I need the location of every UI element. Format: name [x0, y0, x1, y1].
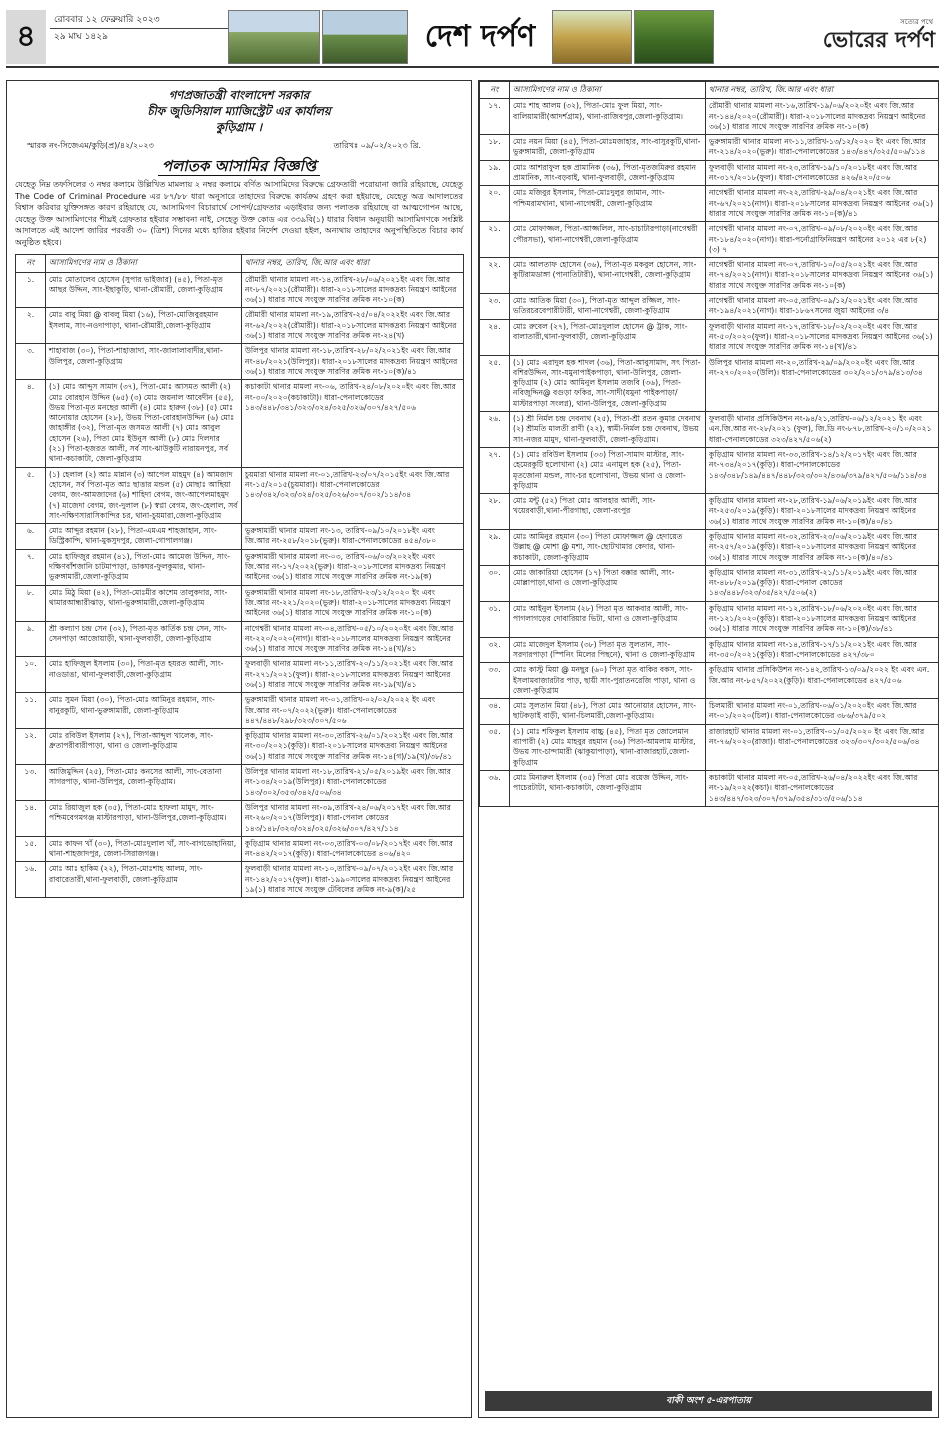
accused-table-left	[15, 254, 464, 898]
notice-intro: যেহেতু নিম্ন তফসিলের ৩ নম্বর কলামে উল্লিখিত মামলায় ২ নম্বর কলামে বর্ণিত আসামিদের বিরুদ্ধে গ্রেফতারী পরোয়ানা জারি রহিয়াছে, যেহেতু The Code of Criminal Procedure এর ৮৭/৮৮ ধারা অনুসারে তাহাদের বিরুদ্ধে কার্যক্রম গ্রহণ করা হইয়াছে, যেহেতু অত্র আদালতের বিশ্বাস করিবার যুক্তিসঙ্গত কারণ রহিয়াছে যে, আসামিগণ বিচারার্থে সোপর্দ/গ্রেফতার এড়াইবার জন্য পলাতক রহিয়াছে বা আত্মগোপন আছে, যেহেতু উক্ত আসামিগণের শীঘ্রই গ্রেফতার হইবার সম্ভাবনা নাই, সেহেতু উক্ত কোড এর ৩৩৯বি(১) ধারার বিধান অনুযায়ী আসামিগণকে সংশ্লিষ্ট আদালতে এই আদেশ জারির পরবর্তী ৩০ (ত্রিশ) দিনের মধ্যে হাজির হইবার নির্দেশ দেওয়া হইল, অন্যথায় তাহাদের অনুপস্থিতিতে বিচার কার্য অনুষ্ঠিত হইবে।	[15, 180, 463, 247]
serial-cell: ২৭.	[480, 447, 510, 493]
serial-cell: ১২.	[16, 729, 46, 765]
table-row	[16, 585, 464, 621]
serial-cell: ২৮.	[480, 494, 510, 530]
case-cell: নাগেশ্বরী থানার মামলা নং-০৪,তারিখ-০৫/১০/২০২০ইং এবং জি.আর নং-২২০/২০২০(নাগ)। ধারা-২০১৮সালের মাদকদ্রব্য নিয়ন্ত্রণ আইনের ৩৬(১) ধারার সাথে সংযুক্ত সারণির ক্রমিক নং-১৪(খ)/৪১	[242, 621, 464, 657]
notice-title	[7, 157, 471, 175]
page-number: ৪	[6, 10, 46, 64]
accused-cell: (১) শ্রী নির্মল চন্দ্র দেবনাথ (২৫), পিতা-শ্রী রতন কুমার দেবনাথ (২) শ্রীমতি মালতী রাণী (২২), স্বামী-নির্মল চন্দ্র দেবনাথ, উভয় সাং-নজর মামুদ, থানা-ফুলবাড়ী, জেলা-কুড়িগ্রাম।	[510, 412, 706, 448]
table-row	[480, 699, 939, 725]
header-photo-river	[322, 10, 408, 64]
serial-cell: ৯.	[16, 621, 46, 657]
accused-cell: মোঃ হাফিজুল ইসলাম (৩০), পিতা-মৃত হযরত আলী, সাং-নাওডাঙা, থানা-ফুলবাড়ী,জেলা-কুড়িগ্রাম	[46, 657, 242, 693]
table-row	[480, 412, 939, 448]
serial-cell: ১৪.	[16, 800, 46, 836]
case-cell: কুড়িগ্রাম থানার মামলা নং-৩০,তারিখ-২৬/০১/২০২১ইং এবং জি.আর নং-৩০/২০২১(কুড়ি)। ধারা-২০১৮সালের মাদকদ্রব্য নিয়ন্ত্রণ আইনের ৩৬(১) ধারার সাথে সংযুক্ত সারণির ক্রমিক নং-১৪(গ)/১৯(খ)/৩৮/৪১	[242, 729, 464, 765]
serial-cell: ১.	[16, 272, 46, 308]
memo-reference: স্মারক নং-সিজেএম/কুড়ি(প্র)/৪২/২০২৩	[27, 141, 154, 150]
accused-cell: মোঃ আইনুল ইসলাম (২৮) পিতা মৃত আকবার আলী, সাং-পাগলাগড়ের দোবারিয়ার ভিটা, থানা ও জেলা-কুড়িগ্রাম	[510, 601, 706, 637]
table-row	[480, 770, 939, 806]
table-row	[480, 494, 939, 530]
serial-cell: ৩.	[16, 344, 46, 380]
accused-cell: মোঃ হাফিজুর রহমান (৪১), পিতা-মোঃ আমেজ উদ্দিন, সাং-দক্ষিণবাঁশজানি চাটমাপাড়া, ডাকঘর-ফুলকুমার, থানা-ভুরুঙ্গামারী,জেলা-কুড়িগ্রাম	[46, 549, 242, 585]
accused-cell: (১) হেলাল (২) আঃ মান্নান (৩) আপেল মাহমুদ (৪) আমজাদ হোসেন, সর্ব পিতা-মৃত আঃ ছাত্তার মন্ডল (৫) মোছাঃ আছিয়া বেগম, জং-আমজাদের (৬) শাহিদা বেগম, জং-আপেলমাহমুদ (৭) মাজেদা বেগম, জং-দুলাল (৮) স্বপ্না বেগম, জং-হেলাল, সর্ব সাং-দক্ষিণসারাসিকান্দির চর, থানা-চুয়মারা,জেলা-কুড়িগ্রাম	[46, 467, 242, 523]
serial-cell: ২১.	[480, 222, 510, 258]
serial-cell: ৩১.	[480, 601, 510, 637]
serial-cell: ৮.	[16, 585, 46, 621]
accused-cell: মোঃ শাহ আলম (৩২), পিতা-মোঃ ফুল মিয়া, সাং-বালিয়ামারী(আদর্শগ্রাম), থানা-রাজিবপুর,জেলা-কুড়িগ্রাম।	[510, 99, 706, 135]
table-row	[16, 308, 464, 344]
header-photo-field	[228, 10, 320, 64]
serial-cell: ৪.	[16, 380, 46, 467]
case-cell: ফুলবাড়ী থানার মামলা নং-১০,তারিখ-০৯/০৭/২০১২ইং এবং জি.আর নং-১৪২/২০১৭(ফুল)। ধারা-১৯৯০সালের মাদকদ্রব্য নিয়ন্ত্রণ আইনের ১৯(১) ধারার সাথে সংযুক্ত টেবিলের ক্রমিক নং-৯(ক)/২৫	[242, 862, 464, 898]
accused-cell: মোঃ মোতালেব হোসেন (সুপার ভাইজার) (৪৫), পিতা-মৃত আছর উদ্দিন, সাং-ইছাকুড়ি, থানা-রৌমারী, জেলা-কুড়িগ্রাম	[46, 272, 242, 308]
serial-cell: ৩৫.	[480, 724, 510, 770]
accused-cell: মোঃ রুবেল (২৭), পিতা-মোঃদুলাল হোসেন @ ট্রাক, সাং-বালাতারী,থানা-ফুলবাড়ী, জেলা-কুড়িগ্রাম	[510, 319, 706, 355]
date-box	[50, 12, 228, 45]
table-row	[480, 99, 939, 135]
case-cell: চুয়মারা থানার মামলা নং-০১,তারিখ-২৩/০৭/২০১৫ইং এবং জি.আর নং-১৫/২০১৫(চুয়মারা)। ধারা-পেনালকোডের ১৪৩/৩৪২/৩২৩/৩২৪/৩২৫/৩২৬/৩০৭/৩০২/১১৪/৩৪	[242, 467, 464, 523]
accused-cell: মোঃ মিনারুল ইসলাম (৩৫) পিতা মোঃ বয়েজ উদ্দিন, সাং-পাচেরটাটা, থানা-কচাকাটা, জেলা-কুড়িগ্রাম	[510, 770, 706, 806]
case-cell: ভুরুঙ্গামারী থানার মামলা নং-০৩, তারিখ-০৬/০৩/২০২২ইং এবং জি.আর নং-১৭/২০২২(ভুরু)। ধারা-২০১৮সালের মাদকদ্রব্য নিয়ন্ত্রণ আইনের ৩৬(১) ধারার সাথে সংযুক্ত সারণির ক্রমিক নং-১৯(ক)	[242, 549, 464, 585]
col-header-case: থানার নম্বর, তারিখ, জি.আর এবং ধারা	[706, 82, 939, 99]
table-row	[16, 729, 464, 765]
table-row	[16, 621, 464, 657]
case-cell: কুড়িগ্রাম থানার মামলা নং-২৮,তারিখ-১৯/০৬/২০১৯ইং এবং জি.আর নং-২৫৩/২০১৯(কুড়ি)। ধারা-২০১৮সালের মাদকদ্রব্য নিয়ন্ত্রণ আইনের ৩৬(১) ধারার সাথে সংযুক্ত সারণির ক্রমিক নং-১০(ক)/৪০/৪১	[706, 494, 939, 530]
case-cell: নাগেশ্বরী থানার মামলা নং-০৭,তারিখ-১০/০৫/২০২১ইং এবং জি.আর নং-৭৪/২০২১(নাগ)। ধারা-২০১৮সালের মাদকদ্রব্য নিয়ন্ত্রণ আইনের ৩৬(১) ধারার সাথে সংযুক্ত সারণির ক্রমিক নং-১০(ক)	[706, 258, 939, 294]
table-row	[16, 800, 464, 836]
office-header-line: গণপ্রজাতন্ত্রী বাংলাদেশ সরকার	[168, 88, 310, 102]
memo-date: তারিখঃ ০৯/০২/২০২৩ খ্রি.	[333, 141, 421, 150]
case-cell: নাগেশ্বরী থানার মামলা নং-২২,তারিখ-২৯/০৪/২০২১ইং এবং জি.আর নং-৬৭/২০২১(নাগ)। ধারা-২০১৮সালের মাদকদ্রব্য নিয়ন্ত্রণ আইনের ৩৬(১) ধারার সাথে সংযুক্ত সারণির ক্রমিক নং-১০(ক)/৪১	[706, 186, 939, 222]
accused-cell: মোঃ কাফন খাঁ (৩০), পিতা-মোঃদুলাল খাঁ, সাং-বাগডোহানিয়া, থানা-শাহজাদপুর, জেলা-সিরাজগঞ্জ।	[46, 836, 242, 862]
table-row	[480, 565, 939, 601]
accused-table-right	[479, 81, 939, 807]
accused-cell: মোঃ আমিনুর রহমান (৩০) পিতা মোফাজ্জল @ হেদায়েত উল্লাহ @ মোশা @ মশা, সাং-ছোটখামার কেদার, থানা-কচাকাটা, জেলা-কুড়িগ্রাম	[510, 529, 706, 565]
accused-cell: মোঃ মন্টু (৫২) পিতা মোঃ আলহার আলী, সাং-খয়েরবাড়ী,থানা-পীরগাছা, জেলা-রংপুর	[510, 494, 706, 530]
accused-cell: (১) মোঃ রবিউল ইসলাম (৩৩) পিতা-সামাদ মাস্টার, সাং-হেমেরকুটি হলোখানা (২) মোঃ এনামুল হক (২৫), পিতা-মৃতজোনা মন্ডল, সাং-চর হলোখানা, উভয় থানা ও জেলা-কুড়িগ্রাম	[510, 447, 706, 493]
header-photo-crop	[552, 10, 632, 64]
memo-row	[15, 141, 463, 155]
table-row	[16, 344, 464, 380]
accused-cell: মোঃ মিঠু মিয়া (৪২), পিতা-মোঃমীর কাশেম তালুকদার, সাং-থামারআন্ধারীঝাড়, থানা-ভুরুঙ্গামারী,জেলা-কুড়িগ্রাম	[46, 585, 242, 621]
accused-cell: মোঃ সুলতান মিয়া (৪৮), পিতা মোঃ আনোয়ার হোসেন, সাং-ছাটকড়াই বাড়ী, থানা-চিলমারী,জেলা-কুড়িগ্রাম।	[510, 699, 706, 725]
col-header-case: থানার নম্বর, তারিখ, জি.আর এবং ধারা	[242, 255, 464, 272]
case-cell: উলিপুর থানার মামলা নং-১৮,তারিখ-২১/০৫/২০১৯ইং এবং জি.আর নং-১৩৪/২০১৯(উলিপুর)। ধারা-পেনালকোডের ১৪৩/৩০২/৩৫৩/৩৪২/৫০৬/৩৪	[242, 765, 464, 801]
table-row	[480, 601, 939, 637]
case-cell: রৌমারী থানার মামলা নং-১৬,তারিখ-১৯/০৬/২০২০ইং এবং জি.আর নং-১৪৪/২০২০(রৌমারী)। ধারা-২০১৮সালের মাদকদ্রব্য নিয়ন্ত্রণ আইনের ৩৬(১) ধারার সাথে সংযুক্ত সারণির ক্রমিক নং-১০(ক)	[706, 99, 939, 135]
case-cell: ভুরুঙ্গামারী থানার মামলা নং-১৩, তারিখ-০৯/১০/২০১৮ইং এবং জি.আর নং-২৫৮/২০১৮(ভুরু)। ধারা-পেনালকোডের ৪৫৪/৩৮০	[242, 524, 464, 550]
table-header-row	[16, 255, 464, 272]
accused-cell: মোঃ রিয়াজুল হক (৩৫), পিতা-মোঃ হাফলা মামুদ, সাং-পশ্চিমবেগমগঞ্জ মাস্টারপাড়া, থানা-উলিপুর,জেলা-কুড়িগ্রাম।	[46, 800, 242, 836]
notice-left-column	[6, 80, 472, 1418]
serial-cell: ২৬.	[480, 412, 510, 448]
accused-cell: মোঃ আতিক মিয়া (৩০), পিতা-মৃত আব্দুল রজ্জিল, সাং-ভতিরচরবেপারীটারী, থানা-নাগেশ্বরী, জেলা-কুড়িগ্রাম	[510, 294, 706, 320]
case-cell: রৌমারী থানার মামলা নং-১৯,তারিখ-২৫/০৪/২০২২ইং এবং জি.আর নং-৬২/২০২২(রৌমারী)। ধারা-২০১৮সালের মাদকদ্রব্য নিয়ন্ত্রণ আইনের ৩৬(১) ধারার সাথে সংযুক্ত সারণির ক্রমিক নং-২৪(খ)	[242, 308, 464, 344]
accused-cell: মোঃ নয়ন মিয়া (৪৫), পিতা-মোঃমজাহার, সাং-বাসুরকুটি,থানা-ভুরুঙ্গামারী, জেলা-কুড়িগ্রাম	[510, 135, 706, 161]
accused-cell: শ্রী কল্যাণ চন্দ্র সেন (৩২), পিতা-মৃত কার্তিক চন্দ্র সেন, সাং-সেনপাড়া আজোয়াড়ী, থানা-ফুলবাড়ী, জেলা-কুড়িগ্রাম	[46, 621, 242, 657]
serial-cell: ২.	[16, 308, 46, 344]
case-cell: ফুলবাড়ী থানার মামলা নং-১৭,তারিখ-১৮/০২/২০২০ইং এবং জি.আর নং-৫০/২০২০(ফুল)। ধারা-২০১৮সালের মাদকদ্রব্য নিয়ন্ত্রণ আইনের ৩৬(১) ধারার সাথে সংযুক্ত সারণির ক্রমিক নং-১৪(খ)/৪১	[706, 319, 939, 355]
accused-cell: মোঃ কাস্টু মিয়া @ মনছুর (৬০) পিতা মৃত বাকির বকস, সাং-ইসলামবাজারটার পাড়, ছায়ী সাং-পুরাতনরেজি পাড়া, থানা ও জেলা-কুড়িগ্রাম	[510, 663, 706, 699]
serial-cell: ১৩.	[16, 765, 46, 801]
table-row	[480, 663, 939, 699]
serial-cell: ১০.	[16, 657, 46, 693]
col-header-no: নং	[480, 82, 510, 99]
col-header-no: নং	[16, 255, 46, 272]
accused-cell: মোঃ মজিবুর ইসলাম, পিতা-মোঃদুলুর জামান, সাং-পশ্চিমরামখানা, থানা-নাগেশ্বরী, জেলা-কুড়িগ্রাম	[510, 186, 706, 222]
case-cell: ফুলবাড়ী থানার মামলা নং-১১,তারিখ-২০/১১/২০২১ইং এবং জি.আর নং-২৭১/২০২১(ফুল)। ধারা-২০১৮সালের মাদকদ্রব্য নিয়ন্ত্রণ আইনের ৩৬(১) ধারার সাথে সংযুক্ত সারণির ক্রমিক নং-১৯(খ)/৪১	[242, 657, 464, 693]
accused-cell: (১) মোঃ এরাদুল হক শাদল (৩৬), পিতা-আবুসামাদ, সৎ পিতা-বশিরউদ্দিন, সাং-যমুনাপাইকপাড়া, থানা-উলিপুর, জেলা-কুড়িগ্রাম (২) মোঃ আমিনুল ইসলাম তজবি (৩৬), পিতা-নবিজুদ্দিন@ বগুড়া ফকির, সাং-সাদী(যমুনা পাইকপাড়া/ মাস্টারপাড়া সংলগ্ন), থানা-উলিপুর, জেলা-কুড়িগ্রাম	[510, 355, 706, 411]
table-row	[480, 355, 939, 411]
table-row	[16, 380, 464, 467]
case-cell: রৌমারী থানার মামলা নং-১৪,তারিখ-২৮/০৬/২০২১ইং এবং জি.আর নং-৮৭/২০২১(রৌমারী)। ধারা-২০১৮সালের মাদকদ্রব্য নিয়ন্ত্রণ আইনের ৩৬(১) ধারার সাথে সংযুক্ত সারণির ক্রমিক নং-১০(ক)	[242, 272, 464, 308]
accused-cell: মোঃ সুমন মিয়া (৩০), পিতা-মোঃ আমিনুর রহমান, সাং-বানুরকুটি, থানা-ভুরুঙ্গামারী, জেলা-কুড়িগ্রাম	[46, 693, 242, 729]
table-row	[480, 724, 939, 770]
serial-cell: ৫.	[16, 467, 46, 523]
case-cell: কুড়িগ্রাম থানার মামলা নং-৩১,তারিখ-২১/১১/২০১৯ইং এবং জি.আর নং-৪৮৮/২০১৯(কুড়ি)। ধারা-পেনাল কোডের ১৪৩/৪৪৮/৩২৩/৩৫/৪২৭/৫০৬(২)	[706, 565, 939, 601]
header-photo-vegetables	[634, 10, 714, 64]
office-header-line: চীফ জুডিসিয়াল ম্যাজিস্ট্রেট এর কার্যালয়	[147, 104, 331, 118]
table-row	[16, 549, 464, 585]
accused-cell: মোঃ আলতাফ হোসেন (৩৬), পিতা-মৃত মকবুল হোসেন, সাং-কুটিরামডাঙ্গা (পানাতিটারী), থানা-নাগেশ্বরী, জেলা-কুড়িগ্রাম	[510, 258, 706, 294]
table-row	[480, 186, 939, 222]
newspaper-logo	[718, 10, 939, 64]
serial-cell: ১৫.	[16, 836, 46, 862]
case-cell: রাজারহাট থানার মামলা নং-০১,তারিখ-০১/০৫/২০২০ ইং এবং জি.আর নং-৭৬/২০২০(রাজা)। ধারা-পেনালকোডের ৩২৩/৩০৭/৩০২/৫০৬/৩৪	[706, 724, 939, 770]
accused-cell: মোঃ আঃ হাকিম (২২), পিতা-মোঃশাহ আলম, সাং-রাবারেতারী,থানা-ফুলবাড়ী, জেলা-কুড়িগ্রাম	[46, 862, 242, 898]
notice-right-column	[478, 80, 939, 1418]
brand-tagline: সত্যের পথে	[900, 18, 933, 26]
col-header-accused: আসামিগণের নাম ও ঠিকানা	[510, 82, 706, 99]
serial-cell: ২৪.	[480, 319, 510, 355]
case-cell: কুড়িগ্রাম থানার মামলা নং-০৩,তারিখ-০৩/০৮/২০১৭ইং এবং জি.আর নং-৪৪২/২০১৭(কুড়ি)। ধারা-পেনালকোডের ৪০৬/৪২০	[242, 836, 464, 862]
office-header	[7, 81, 471, 135]
accused-cell: মোঃ মোফাজ্জল, পিতা-আজ্জলিল, সাং-চাচাটারপাড়া(নাগেশ্বরী পৌরসভা), থানা-নাগেশ্বরী,জেলা-কুড়িগ্রাম	[510, 222, 706, 258]
accused-cell: আজিমুদ্দিন (২৫), পিতা-মোঃ কনসের আলী, সাং-বেতানা সাগরপাড়, থানা-উলিপুর, জেলা-কুড়িগ্রাম।	[46, 765, 242, 801]
case-cell: কুড়িগ্রাম থানার প্রসিকিউশন নং-১৪২,তারিখ-১৩/০৯/২০২২ ইং এবং এন. জি.আর নং-৮৫৭/২০২২(কুড়ি)। ধারা-পেনালকোডের ৪২৭/৫০৬	[706, 663, 939, 699]
accused-cell: মোঃ মাজেদুল ইসলাম (৩৮) পিতা মৃত সুলতান, সাং-সরদারপাড়া (স্পিনিং মিলের পিছনে), থানা ও জেলা-কুড়িগ্রাম	[510, 637, 706, 663]
case-cell: কুড়িগ্রাম থানার মামলা নং-১২,তারিখ-১৮/০৬/২০২০ইং এবং জি.আর নং-১২১/২০২০(কুড়ি)। ধারা-২০১৮সালের মাদকদ্রব্য নিয়ন্ত্রণ আইনের ৩৬(১) ধারার সাথে সংযুক্ত সারণির ক্রমিক নং-১০(ক)/৩৮/৪১	[706, 601, 939, 637]
accused-cell: মোঃ রবিউল ইসলাম (২৭), পিতা-আব্দুল খালেক, সাং-ধ্রুতাপরীবারীপাড়া, থানা ও জেলা-কুড়িগ্রাম	[46, 729, 242, 765]
serial-cell: ২৫.	[480, 355, 510, 411]
accused-table-left-body	[16, 272, 464, 898]
table-row	[480, 447, 939, 493]
case-cell: ফুলবাড়ী থানার প্রসিকিউশন নং-৯৪/২১,তারিখ-০৬/১২/২০২১ ইং এবং এন.জি.আর নং-২৮/২০২১ (ফুল), জি.ডি নং-৮৭৮,তারিখ-২০/১০/২০২১ ধারা-পেনালকোডের ৩২৩/৪২৭/৫০৬(২)	[706, 412, 939, 448]
table-row	[16, 657, 464, 693]
case-cell: কুড়িগ্রাম থানার মামলা নং-১৪,তারিখ-১৭/১১/২০২১ইং এবং জি.আর নং-৩৫০/২০২১(কুড়ি)। ধারা-পেনালকোডের ৪২৭/৩৮০	[706, 637, 939, 663]
table-row	[16, 467, 464, 523]
case-cell: কচাকাটা থানার মামলা নং-০৬, তারিখ-২৪/০৮/২০২০ইং এবং জি.আর নং-৩০/২০২০(কচাকাটা)। ধারা-পেনালকোডের ১৪৩/৪৪৮/৩৪১/৩২৩/৩২৪/৩২৫/৩২৬/৩০৭/৪২৭/৫০৬	[242, 380, 464, 467]
case-cell: কুড়িগ্রাম থানার মামলা নং-৩৩,তারিখ-১৪/১২/২০১৭ইং এবং জি.আর নং-৭৩৪/২০১৭(কুড়ি)। ধারা-পেনালকোডের ১৪৩/৩৪৮/১৪৯/৪৪৭/৪৪৮/৩২৩/৩০২/৪৩৬/৩৭৯/৪২৭/৫০৬/১১৪/৩৪	[706, 447, 939, 493]
serial-cell: ১৬.	[16, 862, 46, 898]
serial-cell: ১১.	[16, 693, 46, 729]
table-row	[480, 222, 939, 258]
table-row	[16, 693, 464, 729]
serial-cell: ১৭.	[480, 99, 510, 135]
accused-cell: (১) মোঃ আব্দুস সামাদ (৩৭), পিতা-মোঃ আসমত আলী (২) মোঃ বোরহান উদ্দিন (৬৫) (৩) মোঃ জয়নাল আবেদীন (৫৫), উভয় পিতা-মৃত মনছের আলী (৪) মোঃ হারুন (৩৮) (৫) মোঃ আনোয়ার হোসেন (২৮), উভয় পিতা-বোরহানউদ্দিন (৬) মোঃ জাহাঙ্গীর (৩২), পিতা-মৃত জসমত আলী (৭) মোঃ আবুল হোসেন (২৬), পিতা মোঃ ইউনুস আলী (৮) মোঃ দিলদার (২১) পিতা-হজরত আলী, সর্ব সাং-ঝাউকুটি নারায়নপুর, সর্ব থানা-কচাকাটা, জেলা-কুড়িগ্রাম	[46, 380, 242, 467]
table-row	[16, 524, 464, 550]
accused-cell: মোঃ আশরাফুল হক প্রামানিক (৩৬), পিতা-মৃতজমিরুর রহমান প্রামানিক, সাং-বড়বাই, থানা-ফুলবাড়ী, জেলা-কুড়িগ্রাম	[510, 160, 706, 186]
accused-cell: (১) মোঃ শফিকুল ইসলাম বাচ্চু (৪৫), পিতা মৃত জোলেমান ব্যাপারী (২) মোঃ মাহবুর রহমান (৩৬) পিতা-আমলাম মাস্টার, উভয় সাং-চান্দামারী (ঝাকুয়াপাড়া), থানা-রাজারহাট,জেলা-কুড়িগ্রাম	[510, 724, 706, 770]
serial-cell: ১৯.	[480, 160, 510, 186]
table-row	[16, 836, 464, 862]
case-cell: নাগেশ্বরী থানার মামলা নং-০৭,তারিখ-০৯/০৮/২০২০ইং এবং জি.আর নং-১৮৪/২০২০(নাগ)। ধারা-পর্নোগ্রাফিনিয়ন্ত্রণ আইনের ২০১২ এর ৮(২)(৩) ৭	[706, 222, 939, 258]
case-cell: ফুলবাড়ী থানার মামলা নং-২৩,তারিখ-১৯/১০/২০১৮ইং এবং জি.আর নং-৩১৭/২০১৮(ফুল)। ধারা-পেনালকোডের ৪২৬/৪২০/৫০৬	[706, 160, 939, 186]
serial-cell: ১৮.	[480, 135, 510, 161]
case-cell: নাগেশ্বরী থানার মামলা নং-০৫,তারিখ-০৯/১২/২০২১ইং এবং জি.আর নং-১৯৪/২০২১(নাগ)। ধারা-১৮৬৭সনের জুয়া আইনের ৩/৪	[706, 294, 939, 320]
section-title: দেশ দর্পণ	[424, 19, 536, 54]
serial-cell: ৩৩.	[480, 663, 510, 699]
serial-cell: ২০.	[480, 186, 510, 222]
serial-cell: ৩৪.	[480, 699, 510, 725]
table-row	[16, 272, 464, 308]
table-row	[480, 294, 939, 320]
serial-cell: ৩০.	[480, 565, 510, 601]
serial-cell: ২৯.	[480, 529, 510, 565]
table-row	[480, 135, 939, 161]
accused-cell: মোঃ জাকারিয়া হোসেন (১৭) পিতা বক্কার আলী, সাং-মোল্লাপাড়া,থানা ও জেলা-কুড়িগ্রাম	[510, 565, 706, 601]
serial-cell: ২৩.	[480, 294, 510, 320]
case-cell: চিলমারী থানার মামলা নং-০১,তারিখ-০৬/০১/২০২০ইং এবং জি.আর নং-০১/২০২০(চিল)। ধারা-পেনালকোডের ৩৮৬/৩৭৯/৫০২	[706, 699, 939, 725]
serial-cell: ৬.	[16, 524, 46, 550]
table-row	[16, 765, 464, 801]
table-header-row	[480, 82, 939, 99]
case-cell: উলিপুর থানার মামলা নং-২০,তারিখ-২৯/০৯/২০২০ইং এবং জি.আর নং-২৭০/২০২০(উলি)। ধারা-পেনালকোডের ৩০২/২০১/৩৭৯/৪১৩/৩৪	[706, 355, 939, 411]
case-cell: কচাকাটা থানার মামলা নং-০৫,তারিখ-২৬/০৪/২০২২ইং এবং জি.আর নং-১৯/২০২২(কচা)। ধারা-পেনালকোডের ১৪৩/৪৪৭/৩২৩/৩০৭/৩৭৯/৩৫৪/৩১৩/৫০৬/১১৪	[706, 770, 939, 806]
date-bengali: ২৯ মাঘ ১৪২৯	[50, 28, 228, 45]
table-row	[480, 258, 939, 294]
table-row	[480, 319, 939, 355]
office-header-line: কুড়িগ্রাম ।	[216, 120, 262, 134]
date-gregorian: রোববার ১২ ফেব্রুয়ারি ২০২৩	[54, 15, 160, 25]
col-header-accused: আসামিগণের নাম ও ঠিকানা	[46, 255, 242, 272]
case-cell: উলিপুর থানার মামলা নং-১৮,তারিখ-২৮/০২/২০২১ইং এবং জি.আর নং-৪৮/২০২১(উলিপুর)। ধারা-২০১৮সালের মাদকদ্রব্য নিয়ন্ত্রণ আইনের ৩৬(১) ধারার সাথে সংযুক্ত সারণির ক্রমিক নং-১০(ক)/৪১	[242, 344, 464, 380]
table-row	[480, 160, 939, 186]
table-row	[16, 862, 464, 898]
notice-title-text: পলাতক আসামির বিজ্ঞপ্তি	[158, 157, 320, 176]
accused-cell: মোঃ আব্দুর রহমান (২৮), পিতা-এমএম শাহজাহান, সাং-ডিস্ট্রিকান্দি, থানা-মুকসুদপুর, জেলা-গোপালগঞ্জ।	[46, 524, 242, 550]
brand-name: ভোরের দর্পণ	[822, 26, 935, 53]
case-cell: ভুরুঙ্গামারী থানার মামলা নং-০১,তারিখ-০২/০২/২০২২ ইং এবং জি.আর নং-০৭/২০২২(ভুরু)। ধারা-পেনালকোডের ৪৪৭/৪৪৮/২৯৮/৩২৩/৩০৭/৫০৬	[242, 693, 464, 729]
continued-note: বাকী অংশ ৫-এরপাতায়	[485, 1391, 932, 1411]
serial-cell: ৭.	[16, 549, 46, 585]
table-row	[480, 637, 939, 663]
serial-cell: ২২.	[480, 258, 510, 294]
case-cell: ভুরুঙ্গামারী থানার মামলা নং-১৮,তারিখ-২৩/১২/২০২০ ইং এবং জি.আর নং-২২১/২০২০(ভুরু)। ধারা-২০১৮সালের মাদকদ্রব্য নিয়ন্ত্রণ আইনের ৩৬(১) ধারার সাথে সংযুক্ত সারণির ক্রমিক নং-১০(ক)	[242, 585, 464, 621]
accused-cell: শাহাবাজ (৩০), পিতা-শাহাজাদা, সাং-জালালাবাদীর,থানা-উলিপুর, জেলা-কুড়িগ্রাম	[46, 344, 242, 380]
case-cell: উলিপুর থানার মামলা নং-৩৯,তারিখ-২৪/০৬/২০১৭ইং এবং জি.আর নং-২৬০/২০১৭(উলিপুর)। ধারা-পেনাল কোডের ১৪৩/১৪৮/৩২৩/৩২৪/৩২৫/৩২৬/৩০৭/৪২৭/১১৪	[242, 800, 464, 836]
case-cell: ভুরুঙ্গামারী থানার মামলা নং-১১,তারিখ-১৩/১২/২০২০ ইং এবং জি.আর নং-২১৪/২০২০(ভুরু)। ধারা-পেনালকোডের ১৪৩/৪৪৭/৩২৫/৫০৬/১১৪	[706, 135, 939, 161]
case-cell: কুড়িগ্রাম থানার মামলা নং-৩২,তারিখ-২৩/০৬/২০১৯ইং এবং জি.আর নং-২৫৭/২০১৯(কুড়ি)। ধারা-২০১৮সালের মাদকদ্রব্য নিয়ন্ত্রণ আইনের ৩৬(১) ধারার সাথে সংযুক্ত সারণির ক্রমিক নং-১০(ক)/৪০/৪১	[706, 529, 939, 565]
serial-cell: ৩২.	[480, 637, 510, 663]
table-row	[480, 529, 939, 565]
masthead	[6, 6, 939, 68]
accused-table-right-body	[480, 99, 939, 807]
serial-cell: ৩৬.	[480, 770, 510, 806]
accused-cell: মোঃ বাবু মিয়া @ বাবলু মিয়া (১৬), পিতা-মোজিবুরহমান ইসলাম, সাং-নওদাপাড়া, থানা-রৌমারী,জেলা-কুড়িগ্রাম	[46, 308, 242, 344]
